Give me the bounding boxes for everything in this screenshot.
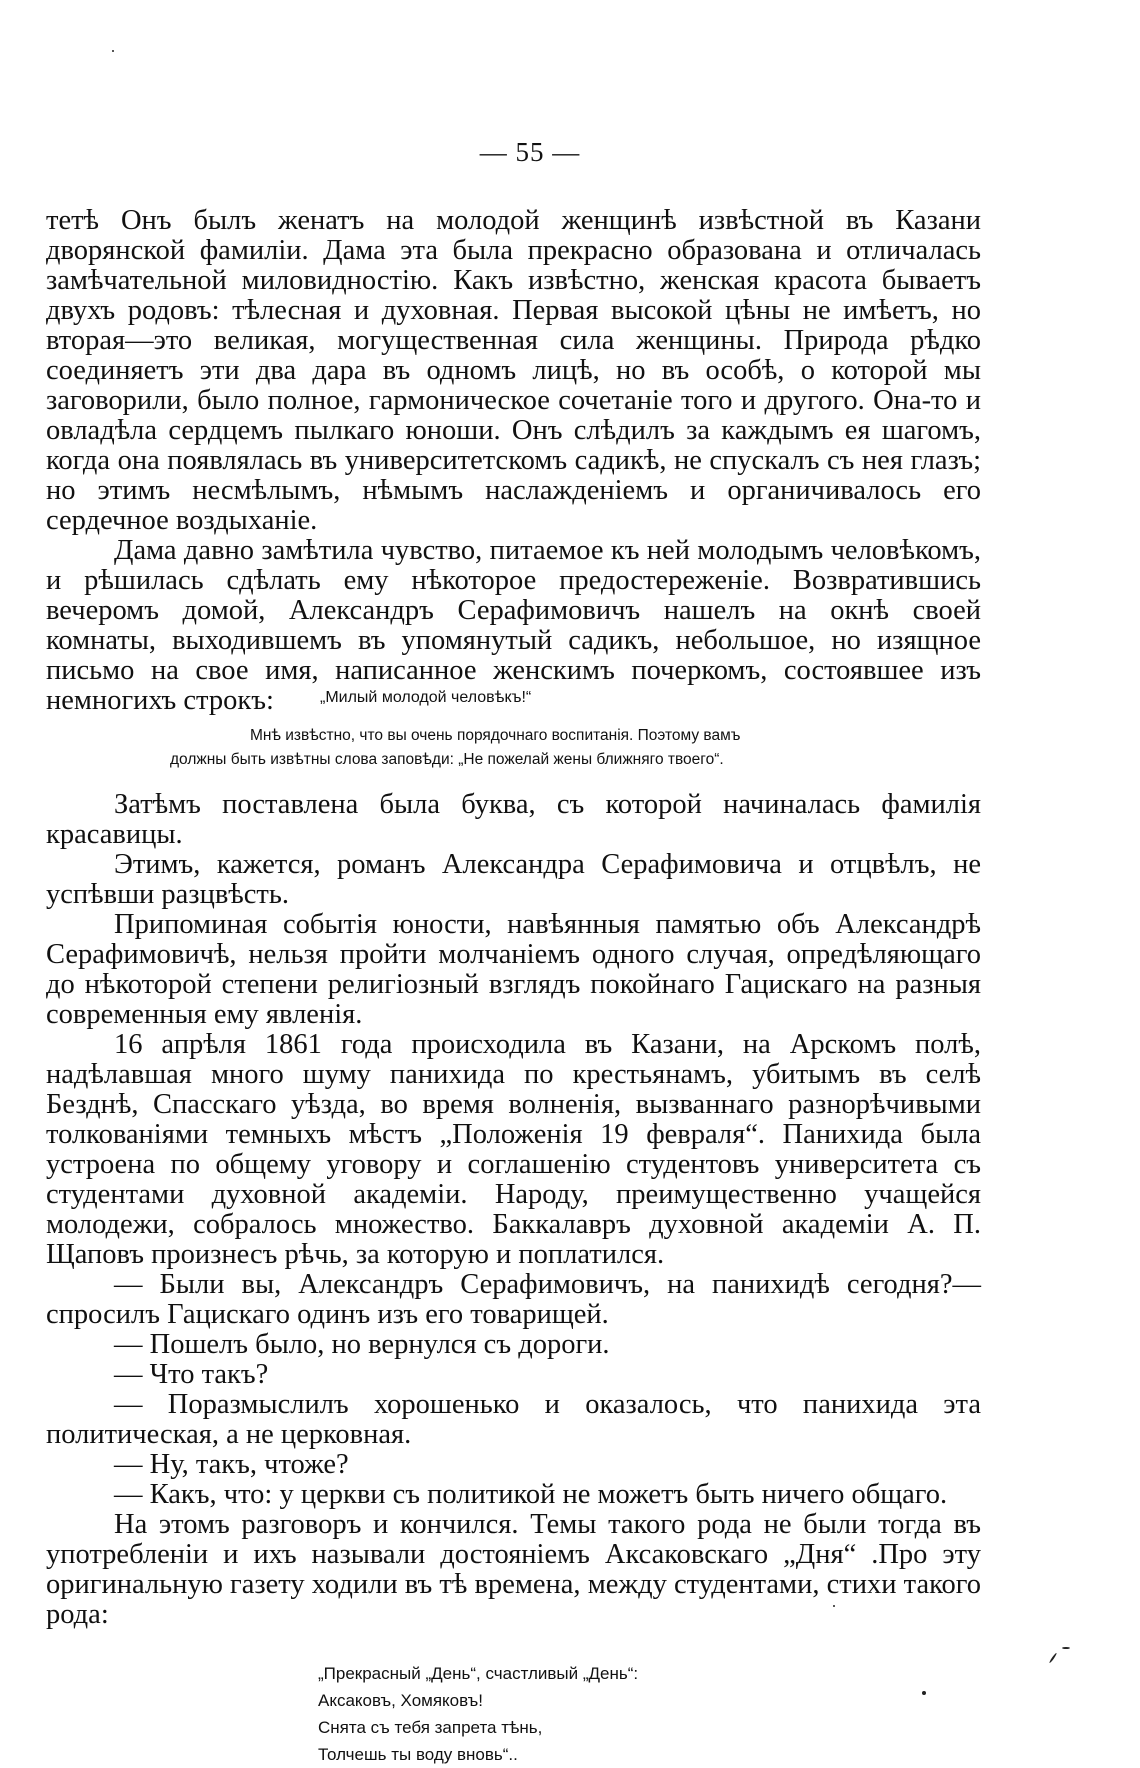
dialogue-line-4: — Поразмыслилъ хорошенько и оказалось, что панихида эта политическая, а не церковная. bbox=[46, 1389, 981, 1450]
scan-speck bbox=[1049, 1653, 1058, 1664]
poem-line: „Прекрасный „День“, счастливый „День“: bbox=[318, 1664, 639, 1683]
scan-speck bbox=[922, 1691, 926, 1695]
dialogue-line-2: — Пошелъ было, но вернулся съ дороги. bbox=[114, 1329, 610, 1360]
paragraph-1: тетѣ Онъ былъ женатъ на молодой женщинѣ извѣстной въ Казани дворянской фамиліи. Дама эта была прекрасно образована и отличалась замѣчательной миловидностію. Какъ извѣстно, женская красота бываетъ двухъ родовъ: тѣлесная и духовная. Первая высокой цѣны не имѣетъ, но вторая—это великая, могущественная сила женщины. Природа рѣдко соединяетъ эти два дара въ одномъ лицѣ, но въ особѣ, о которой мы заговорили, было полное, гармоническое сочетаніе того и другого. Она-то и овладѣла сердцемъ пылкаго юноши. Онъ слѣдилъ за каждымъ ея шагомъ, когда она появлялась въ университетскомъ садикѣ, не спускалъ съ нея глазъ; но этимъ несмѣлымъ, нѣмымъ наслажденіемъ и органичивалось его сердечное воздыханіе. bbox=[46, 205, 981, 536]
poem-line: Снята съ тебя запрета тѣнь, bbox=[318, 1718, 543, 1737]
dialogue-line-6: — Какъ, что: у церкви съ политикой не можетъ быть ничего общаго. bbox=[114, 1479, 948, 1510]
letter-line-1: Мнѣ извѣстно, что вы очень порядочнаго воспитанія. Поэтому вамъ bbox=[250, 727, 741, 744]
page-number: — 55 — bbox=[479, 137, 581, 167]
scan-speck bbox=[112, 50, 114, 52]
letter-line-2: должны быть извѣтны слова заповѣди: „Не пожелай жены ближняго твоего“. bbox=[170, 751, 724, 768]
paragraph-4: Этимъ, кажется, романъ Александра Серафимовича и отцвѣлъ, не успѣвши разцвѣсть. bbox=[46, 849, 981, 910]
text-block-top bbox=[46, 206, 981, 716]
dialogue-line-1: — Были вы, Александръ Серафимовичъ, на панихидѣ сегодня?— спросилъ Гацискаго одинъ изъ его товарищей. bbox=[46, 1269, 981, 1330]
dialogue-line-5: — Ну, такъ, чтоже? bbox=[114, 1449, 349, 1480]
poem-line: Толчешь ты воду вновь“.. bbox=[318, 1745, 518, 1764]
paragraph-6: 16 апрѣля 1861 года происходила въ Казани, на Арскомъ полѣ, надѣлавшая много шуму панихида по крестьянамъ, убитымъ въ селѣ Безднѣ, Спасскаго уѣзда, во время волненія, вызваннаго разнорѣчивыми толкованіями темныхъ мѣстъ „Положенія 19 февраля“. Панихида была устроена по общему уговору и соглашенію студентовъ университета съ студентами духовной академіи. Народу, преимущественно учащейся молодежи, собралось множество. Баккалавръ духовной академіи А. П. Щаповъ произнесъ рѣчь, за которую и поплатился. bbox=[46, 1029, 981, 1270]
scan-speck bbox=[1062, 1647, 1070, 1649]
letter-body bbox=[170, 724, 980, 772]
text-block-main bbox=[46, 790, 981, 1630]
scan-speck bbox=[833, 1605, 835, 1607]
poem-line: Аксаковъ, Хомяковъ! bbox=[318, 1691, 483, 1710]
paragraph-2: Дама давно замѣтила чувство, питаемое къ ней молодымъ человѣкомъ, и рѣшилась сдѣлать ему нѣкоторое предостереженіе. Возвратившись вечеромъ домой, Александръ Серафимовичъ нашелъ на окнѣ своей комнаты, выходившемъ въ упомянутый садикъ, небольшое, но изящное письмо на свое имя, написанное женскимъ почеркомъ, состоявшее изъ немногихъ строкъ: bbox=[46, 535, 981, 716]
paragraph-3: Затѣмъ поставлена была буква, съ которой начиналась фамилія красавицы. bbox=[46, 789, 981, 850]
paragraph-7: На этомъ разговоръ и кончился. Темы такого рода не были тогда въ употребленіи и ихъ называли достояніемъ Аксаковскаго „Дня“ .Про эту оригинальную газету ходили въ тѣ времена, между студентами, стихи такого рода: bbox=[46, 1509, 981, 1630]
dialogue-line-3: — Что такъ? bbox=[114, 1359, 269, 1390]
poem bbox=[318, 1660, 638, 1768]
letter-salutation: „Милый молодой человѣкъ!“ bbox=[320, 689, 532, 706]
paragraph-5: Припоминая событія юности, навѣянныя памятью объ Александрѣ Серафимовичѣ, нельзя пройти молчаніемъ одного случая, опредѣляющаго до нѣкоторой степени религіозный взглядъ покойнаго Гацискаго на разныя современныя ему явленія. bbox=[46, 909, 981, 1030]
